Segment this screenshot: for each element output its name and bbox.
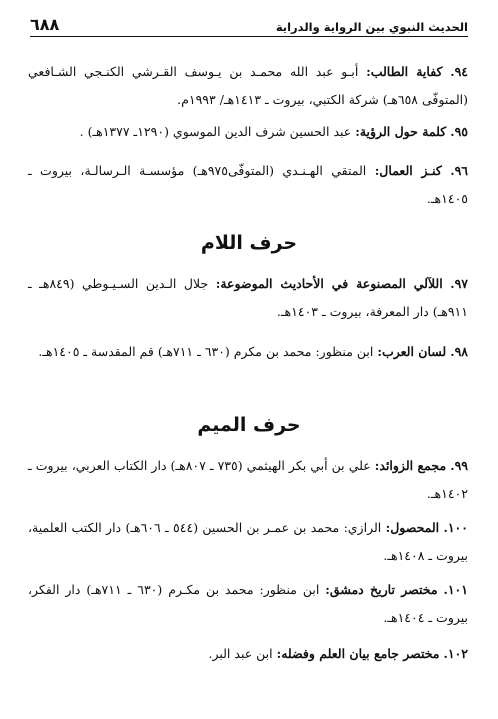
entry-text: ابن عبد البر.: [208, 646, 273, 661]
bib-entry-97: [28, 270, 468, 326]
entry-number: ٩٨.: [450, 344, 468, 359]
entry-text: الرازي: محمد بن عمـر بن الحسين (٥٤٤ ـ ٦٠٦هـ) دار الكتب العلمية، بيروت ـ ١٤٠٨هـ.: [28, 520, 468, 563]
entry-title: اللآلي المصنوعة في الأحاديث الموضوعة:: [215, 276, 443, 291]
entry-title: كلمة حول الرؤية:: [355, 124, 447, 139]
bib-entry-99: [28, 452, 468, 508]
page-number: ٦٨٨: [30, 15, 60, 34]
bib-entry-94: [28, 58, 468, 114]
entry-title: المحصول:: [385, 520, 440, 535]
bib-entry-100: [28, 514, 468, 570]
bib-entry-96: [28, 157, 468, 213]
section-heading-lam: حرف اللام: [200, 232, 298, 254]
bib-entry-102: [28, 640, 468, 668]
page-header: [30, 10, 468, 34]
entry-title: مختصر جامع بيان العلم وفضله:: [276, 646, 440, 661]
running-title: الحديث النبوي بين الرواية والدراية: [275, 20, 468, 34]
entry-number: ١٠٢.: [443, 646, 468, 661]
entry-text: علي بن أبي بكر الهيثمي (٧٣٥ ـ ٨٠٧هـ) دار الكتاب العربي، بيروت ـ ١٤٠٢هـ.: [28, 458, 468, 501]
entry-title: مجمع الزوائد:: [374, 458, 447, 473]
entry-number: ٩٦.: [450, 163, 468, 178]
bib-entry-98: [28, 338, 468, 366]
bib-entry-101: [28, 576, 468, 632]
entry-text: ابن منظور: محمد بن مكرم (٦٣٠ ـ ٧١١هـ) قم المقدسة ـ ١٤٠٥هـ.: [38, 344, 374, 359]
entry-text: عبد الحسين شرف الدين الموسوي (١٢٩٠ـ ١٣٧٧هـ) .: [79, 124, 352, 139]
entry-text: جلال الـدين السـيـوطي (٨٤٩هـ ـ ٩١١هـ) دار المعرفة، بيروت ـ ١٤٠٣هـ.: [28, 276, 468, 319]
header-rule: [30, 36, 468, 37]
entry-number: ٩٥.: [450, 124, 468, 139]
section-heading-meem: حرف الميم: [197, 414, 301, 436]
entry-title: لسان العرب:: [377, 344, 447, 359]
entry-number: ٩٤.: [450, 64, 469, 79]
entry-text: أبـو عبد الله محمـد بن يـوسف القـرشي الكنـجي الشـافعي (المتوفّى ٦٥٨هـ) شركة الكتبي، بيروت ـ ١٤١٣هـ/ ١٩٩٣م.: [28, 64, 468, 107]
entry-number: ٩٧.: [450, 276, 469, 291]
entry-number: ٩٩.: [450, 458, 469, 473]
entry-title: مختصر تاريخ دمشق:: [325, 582, 438, 597]
entry-text: المتقي الهـنـدي (المتوفّى٩٧٥هـ) مؤسسـة الـرسالـة، بيروت ـ ١٤٠٥هـ.: [28, 163, 468, 206]
entry-title: كنـز العمال:: [374, 163, 442, 178]
bib-entry-95: [28, 118, 468, 146]
entry-text: ابن منظور: محمد بن مكـرم (٦٣٠ ـ ٧١١هـ) دار الفكر، بيروت ـ ١٤٠٤هـ.: [28, 582, 468, 625]
entry-number: ١٠٠.: [443, 520, 468, 535]
entry-number: ١٠١.: [443, 582, 468, 597]
entry-title: كفاية الطالب:: [366, 64, 443, 79]
